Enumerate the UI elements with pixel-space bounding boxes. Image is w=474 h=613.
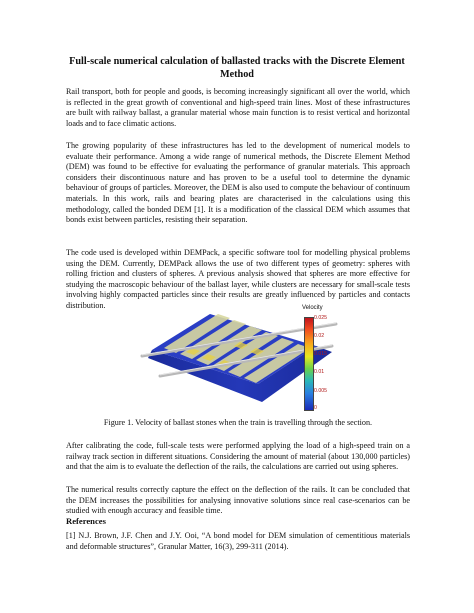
- colorbar-tick: 0: [314, 405, 317, 411]
- velocity-colorbar: [304, 317, 314, 411]
- colorbar-tick: 0.015: [314, 351, 327, 357]
- reference-item: [1] N.J. Brown, J.F. Chen and J.Y. Ooi, “A bond model for DEM simulation of cementitious materials and deformable structures”, Granular Matter, 16(3), 299-311 (2014).: [66, 531, 410, 551]
- colorbar-tick: 0.005: [314, 388, 327, 394]
- colorbar-tick: 0.01: [314, 369, 325, 375]
- references-heading: References: [66, 516, 106, 526]
- paragraph-conclusion: The numerical results correctly capture the effect on the deflection of the rails. It can be concluded that the DEM increases the possibilities for analysing innovative solutions since real case-scenarios can be studied with enough accuracy and feasible time.: [66, 485, 410, 516]
- figure-caption: Figure 1. Velocity of ballast stones when the train is travelling through the section.: [103, 418, 373, 427]
- paragraph-code: The code used is developed within DEMPack, a specific software tool for modelling physical problems using the DEM. Currently, DEMPack allows the use of two different types of geometry: spheres with rolling friction and clusters of spheres. A previous analysis showed that spheres are more effective for studying the macroscopic behaviour of the ballast layer, while clusters are necessary for small-scale tests involving highly compacted particles since their results are greatly influenced by particles and contacts distribution.: [66, 248, 410, 310]
- colorbar-tick: 0.02: [314, 333, 325, 339]
- colorbar-tick: 0.025: [314, 315, 327, 321]
- paragraph-tests: After calibrating the code, full-scale tests were performed applying the load of a high-speed train on a railway track section in different situations. Considering the amount of material (about 130,000 particles) and that the aim is to evaluate the deflection of the rails, the calculations are carried out using spheres.: [66, 441, 410, 472]
- paragraph-intro: Rail transport, both for people and goods, is becoming increasingly significant all over the world, which is reflected in the great growth of conventional and high-speed train lines. Most of these infrastructures are built with railway ballast, a granular material whose main function is to resist vertical and horizontal loads and to face climatic actions.: [66, 87, 410, 128]
- colorbar-title: Velocity: [302, 305, 323, 311]
- paragraph-methods: The growing popularity of these infrastructures has led to the development of numerical models to evaluate their performance. Among a wide range of numerical methods, the Discrete Element Method (DEM) was found to be effective for evaluating the performance of granular materials. This approach considers their discontinuous nature and has proven to be a useful tool to determine the dynamic behaviour of groups of particles. Moreover, the DEM is also used to compute the behaviour of continuum materials. In this work, rails and bearing plates are characterised in the calculations using this methodology, called the bonded DEM [1]. It is a modification of the classical DEM which assumes that bonds exist between particles, resisting their separation.: [66, 141, 410, 225]
- paper-title: Full-scale numerical calculation of ballasted tracks with the Discrete Element Method: [69, 56, 405, 80]
